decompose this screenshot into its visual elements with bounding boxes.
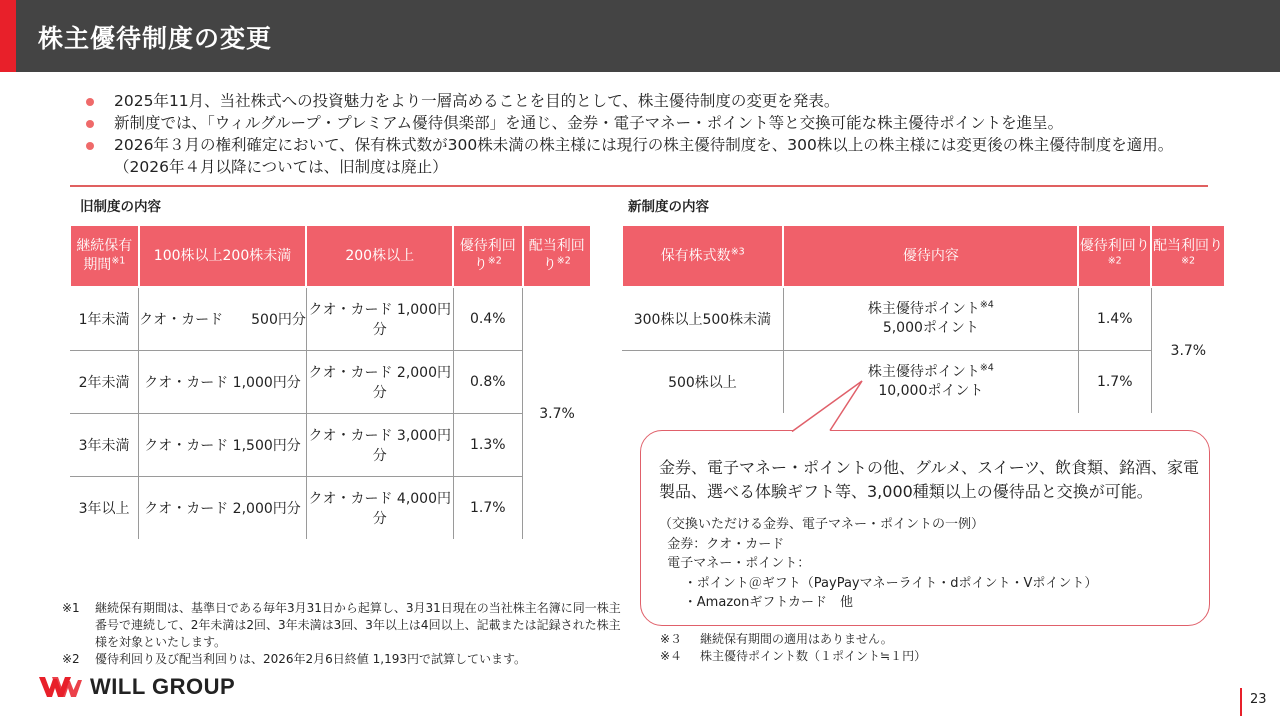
- reward-cell: クオ・カード 2,000円分: [139, 476, 307, 539]
- old-section-title: 旧制度の内容: [80, 199, 161, 215]
- reward-cell: クオ・カード 2,000円分: [306, 350, 453, 413]
- yield-cell: 1.3%: [453, 413, 522, 476]
- bubble-example-line: ・ポイント＠ギフト（PayPayマネーライト・dポイント・Vポイント）: [659, 575, 1098, 591]
- shares-cell: 300株以上500株未満: [622, 287, 783, 350]
- old-system-table: [69, 224, 592, 539]
- table-row: [70, 350, 591, 413]
- bullet-list: [86, 90, 1206, 178]
- content-cell: 株主優待ポイント$^{※4}$ 5,000ポイント: [783, 287, 1078, 350]
- header-yield: 優待利回り$^{※2}$: [453, 225, 522, 287]
- yield-cell: 1.7%: [1078, 350, 1151, 413]
- bubble-tail: [780, 380, 900, 440]
- reward-cell: クオ・カード 1,500円分: [139, 413, 307, 476]
- bubble-example-line: ・Amazonギフトカード 他: [659, 595, 853, 610]
- header-100-200: 100株以上200株未満: [139, 225, 307, 287]
- bubble-examples: [659, 515, 1097, 613]
- header-200-plus: 200株以上: [306, 225, 453, 287]
- period-cell: 1年未満: [70, 287, 139, 350]
- will-group-logo-icon: [38, 674, 82, 700]
- header-shares: 保有株式数$^{※3}$: [622, 225, 783, 287]
- period-cell: 3年以上: [70, 476, 139, 539]
- bubble-example-line: （交換いただける金券、電子マネー・ポイントの一例）: [659, 517, 985, 532]
- footnote: ※2 優待利回り及び配当利回りは、2026年2月6日終値 1,193円で試算しています。: [62, 652, 527, 666]
- page-number-accent: [1240, 688, 1242, 716]
- bubble-example-line: 電子マネー・ポイント：: [659, 556, 811, 571]
- header-content: 優待内容: [783, 225, 1078, 287]
- new-system-table: [621, 224, 1226, 413]
- new-section-title: 新制度の内容: [628, 199, 709, 215]
- bullet-dot-icon: [86, 142, 94, 150]
- reward-cell: クオ・カード 1,000円分: [306, 287, 453, 350]
- yield-cell: 1.4%: [1078, 287, 1151, 350]
- header-dividend: 配当利回り$^{※2}$: [1151, 225, 1225, 287]
- header-dividend: 配当利回り$^{※2}$: [523, 225, 591, 287]
- table-row: [622, 287, 1225, 350]
- slide-header: [0, 0, 1280, 72]
- header-accent-bar: [0, 0, 16, 72]
- header-period: 継続保有期間$^{※1}$: [70, 225, 139, 287]
- dividend-cell: 3.7%: [539, 405, 575, 422]
- page-number: 23: [1250, 692, 1267, 707]
- footnote: ※４ 株主優待ポイント数（１ポイント≒１円）: [660, 649, 927, 663]
- table-row: [70, 476, 591, 539]
- header-yield: 優待利回り$^{※2}$: [1078, 225, 1151, 287]
- reward-cell: クオ・カード 3,000円分: [306, 413, 453, 476]
- shares-cell: 500株以上: [622, 350, 783, 413]
- bubble-example-line: 金券：クオ・カード: [659, 536, 785, 552]
- table-row: [622, 350, 1225, 413]
- dividend-cell: 3.7%: [1170, 342, 1207, 359]
- bullet-dot-icon: [86, 98, 94, 106]
- notes-left: [62, 600, 622, 668]
- table-row: [70, 413, 591, 476]
- exchange-info-bubble: [640, 430, 1210, 626]
- bullet-item: 新制度では、「ウィルグループ・プレミアム優待倶楽部」を通じ、金券・電子マネー・ポイント等と交換可能な株主優待ポイントを進呈。: [86, 112, 1206, 134]
- old-table-header-row: [70, 225, 591, 287]
- content-cell: 株主優待ポイント$^{※4}$ 10,000ポイント: [783, 350, 1078, 413]
- reward-cell: クオ・カード 4,000円分: [306, 476, 453, 539]
- notes-right: [660, 631, 926, 665]
- yield-cell: 0.4%: [453, 287, 522, 350]
- footnote: ※３ 継続保有期間の適用はありません。: [660, 632, 893, 646]
- yield-cell: 1.7%: [453, 476, 522, 539]
- table-row: [70, 287, 591, 350]
- bullet-dot-icon: [86, 120, 94, 128]
- section-divider: [70, 185, 1208, 187]
- logo-text: WILL GROUP: [90, 674, 236, 699]
- reward-cell: クオ・カード 1,000円分: [139, 350, 307, 413]
- period-cell: 2年未満: [70, 350, 139, 413]
- new-table-header-row: [622, 225, 1225, 287]
- bubble-main-text: 金券、電子マネー・ポイントの他、グルメ、スイーツ、飲食類、銘酒、家電製品、選べる体験ギフト等、3,000種類以上の優待品と交換が可能。: [659, 458, 1200, 501]
- page-title: 株主優待制度の変更: [38, 24, 273, 53]
- footnote: ※1 継続保有期間は、基準日である毎年3月31日から起算し、3月31日現在の当社株主名簿に同一株主番号で連続して、2年未満は2回、3年未満は3回、3年以上は4回以上、記載または記録された株主様を対象といたします。: [62, 601, 621, 649]
- bullet-item: 2026年３月の権利確定において、保有株式数が300株未満の株主様には現行の株主優待制度を、300株以上の株主様には変更後の株主優待制度を適用。（2026年４月以降については、旧制度は廃止）: [86, 134, 1206, 178]
- company-logo: [38, 674, 235, 700]
- reward-cell: クオ・カード 500円分: [139, 287, 307, 350]
- period-cell: 3年未満: [70, 413, 139, 476]
- bullet-item: 2025年11月、当社株式への投資魅力をより一層高めることを目的として、株主優待制度の変更を発表。: [86, 90, 1206, 112]
- yield-cell: 0.8%: [453, 350, 522, 413]
